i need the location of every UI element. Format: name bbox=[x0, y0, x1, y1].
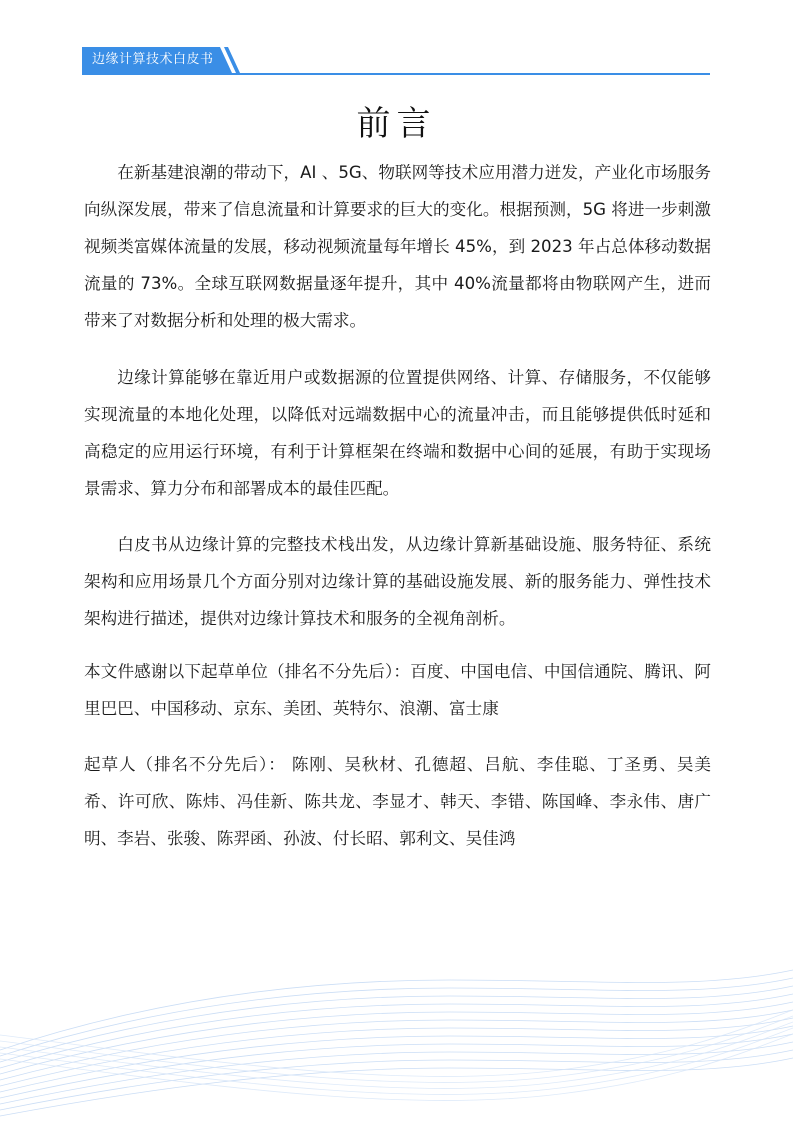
acknowledgement-block bbox=[84, 653, 711, 727]
decorative-wave-lines bbox=[0, 940, 793, 1122]
intro-paragraph-1: 在新基建浪潮的带动下，AI 、5G、物联网等技术应用潜力迸发，产业化市场服务向纵深发展，带来了信息流量和计算要求的巨大的变化。根据预测，5G 将进一步刺激视频类富媒体流量的发展，移动视频流量每年增长 45%，到 2023 年占总体移动数据流量的 73%。全球互联网数据量逐年提升，其中 40%流量都将由物联网产生，进而带来了对数据分析和处理的极大需求。 bbox=[84, 163, 711, 330]
intro-paragraph-2: 边缘计算能够在靠近用户或数据源的位置提供网络、计算、存储服务，不仅能够实现流量的本地化处理，以降低对远端数据中心的流量冲击，而且能够提供低时延和高稳定的应用运行环境，有利于计算框架在终端和数据中心间的延展，有助于实现场景需求、算力分布和部署成本的最佳匹配。 bbox=[84, 368, 711, 498]
intro-paragraph-1-block bbox=[84, 154, 711, 339]
acknowledgement-paragraph: 本文件感谢以下起草单位（排名不分先后）：百度、中国电信、中国信通院、腾讯、阿里巴巴、中国移动、京东、美团、英特尔、浪潮、富士康 bbox=[84, 662, 711, 718]
header-divider bbox=[82, 73, 710, 75]
header-tab bbox=[82, 47, 240, 73]
intro-paragraph-3-block bbox=[84, 526, 711, 637]
drafters-block bbox=[84, 746, 711, 857]
document-title: 边缘计算技术白皮书 bbox=[92, 52, 214, 67]
intro-paragraph-2-block bbox=[84, 359, 711, 507]
page-title: 前言 bbox=[356, 104, 437, 144]
intro-paragraph-3: 白皮书从边缘计算的完整技术栈出发，从边缘计算新基础设施、服务特征、系统架构和应用场景几个方面分别对边缘计算的基础设施发展、新的服务能力、弹性技术架构进行描述，提供对边缘计算技术和服务的全视角剖析。 bbox=[84, 535, 711, 628]
drafters-paragraph: 起草人（排名不分先后）： 陈刚、吴秋材、孔德超、吕航、李佳聪、丁圣勇、吴美希、许可欣、陈炜、冯佳新、陈共龙、李显才、韩天、李错、陈国峰、李永伟、唐广明、李岩、张骏、陈羿函、孙波、付长昭、郭利文、吴佳鸿 bbox=[84, 755, 711, 848]
